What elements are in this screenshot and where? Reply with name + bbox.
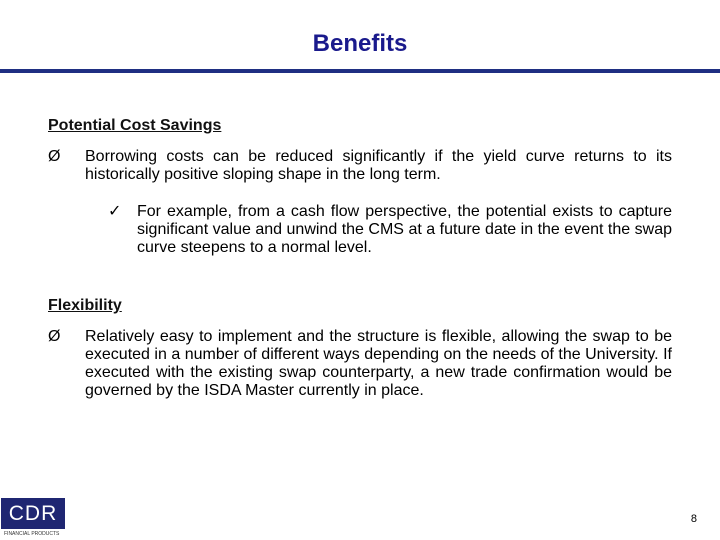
arrow-bullet-icon: Ø bbox=[48, 148, 61, 165]
bullet-text-cost-savings: Borrowing costs can be reduced significantly if the yield curve returns to its historically positive sloping shape in the long term. bbox=[85, 148, 672, 183]
sub-bullet-text-cash-flow: For example, from a cash flow perspective, the potential exists to capture significant value and unwind the CMS at a future date in the event the swap curve steepens to a normal level. bbox=[137, 203, 672, 256]
title-divider bbox=[0, 69, 720, 73]
checkmark-icon: ✓ bbox=[108, 203, 122, 220]
arrow-bullet-icon: Ø bbox=[48, 328, 61, 345]
section-heading-flexibility: Flexibility bbox=[48, 297, 122, 314]
slide-title: Benefits bbox=[312, 30, 408, 57]
page-number: 8 bbox=[690, 513, 697, 525]
bullet-text-flexibility: Relatively easy to implement and the structure is flexible, allowing the swap to be executed in a number of different ways depending on the needs of the University. If executed with the existing swap counterparty, a new trade confirmation would be governed by the ISDA Master currently in place. bbox=[85, 328, 672, 399]
company-logo-subtext: FINANCIAL PRODUCTS bbox=[4, 531, 60, 537]
section-heading-cost-savings: Potential Cost Savings bbox=[48, 117, 222, 134]
company-logo: CDR bbox=[1, 498, 65, 529]
